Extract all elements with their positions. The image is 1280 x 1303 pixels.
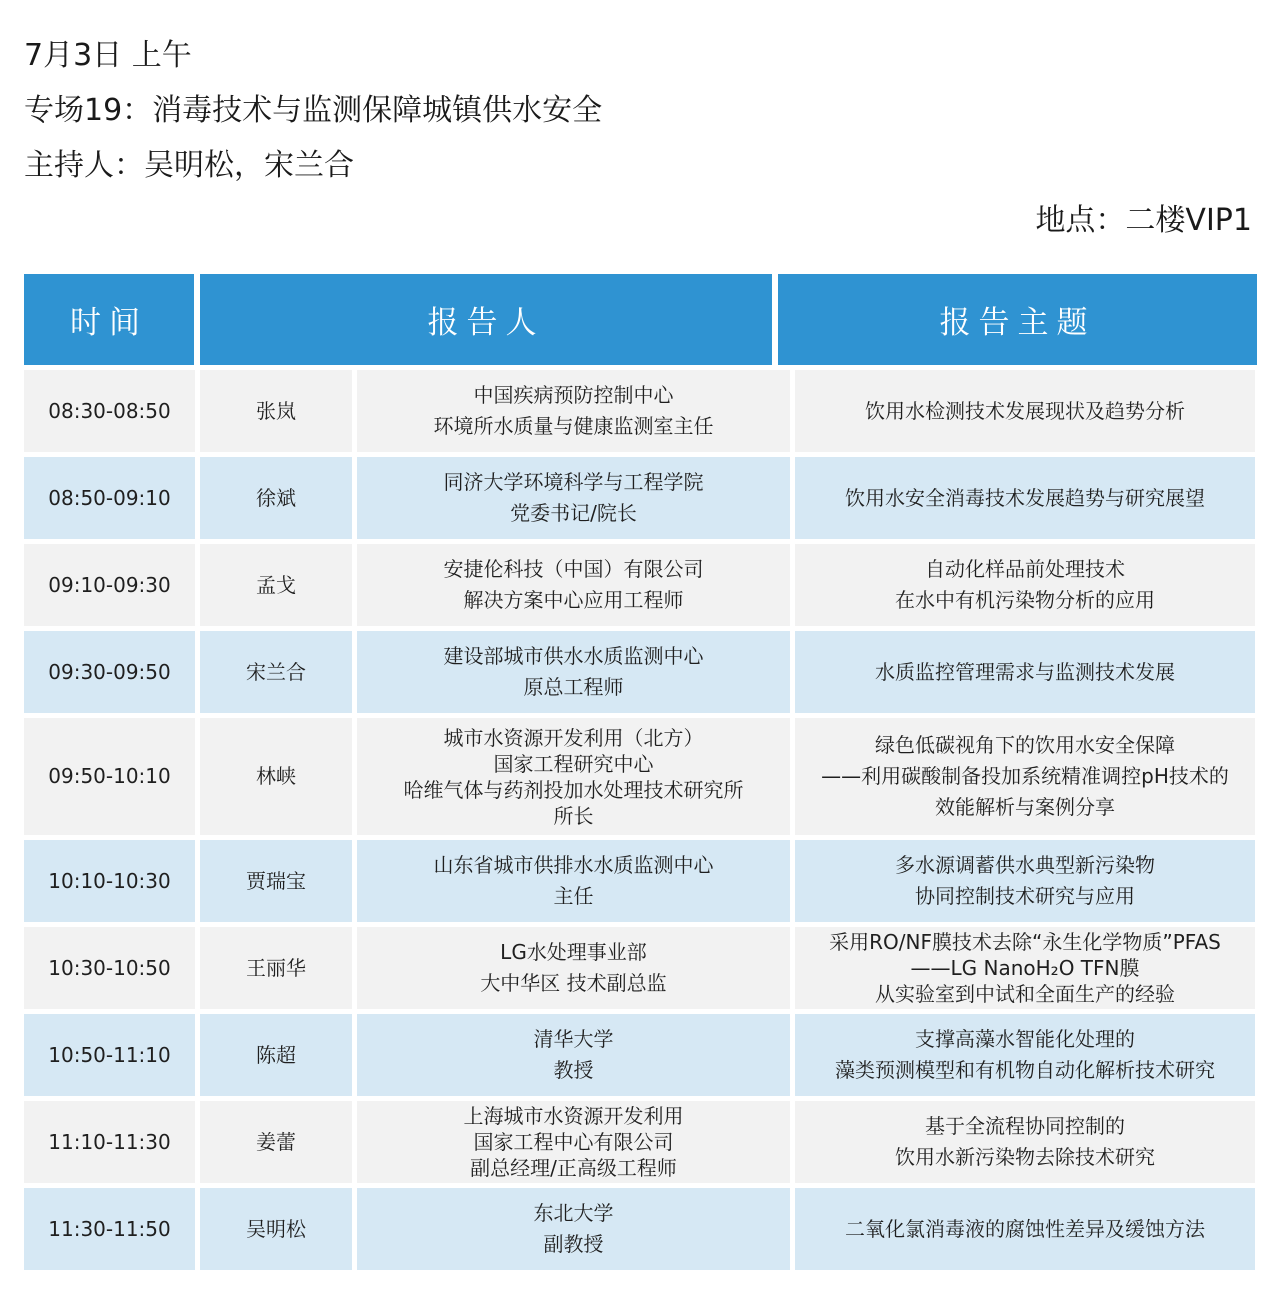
topic-cell [795,718,1255,835]
affiliation-line: 山东省城市供排水水质监测中心 [433,853,714,877]
speaker-name-cell: 宋兰合 [200,631,352,713]
time-cell: 10:30-10:50 [24,927,195,1009]
topic-line: ——LG NanoH₂O TFN膜 [910,956,1140,980]
speaker-name-cell: 姜蕾 [200,1101,352,1183]
topic-cell [795,840,1255,922]
speaker-affiliation-cell [357,718,790,835]
topic-line: 支撑高藻水智能化处理的 [915,1027,1135,1051]
table-row [24,631,1257,713]
affiliation-line: 副教授 [543,1232,604,1256]
affiliation-line: 副总经理/正高级工程师 [470,1156,677,1180]
table-row [24,1014,1257,1096]
table-row [24,1188,1257,1270]
affiliation-line: 安捷伦科技（中国）有限公司 [443,557,704,581]
speaker-affiliation-cell [357,631,790,713]
speaker-affiliation-cell [357,457,790,539]
speaker-affiliation-cell [357,927,790,1009]
topic-line: 从实验室到中试和全面生产的经验 [875,982,1175,1006]
affiliation-line: 中国疾病预防控制中心 [473,383,674,407]
speaker-name-cell: 徐斌 [200,457,352,539]
session-location: 地点：二楼VIP1 [1035,203,1252,238]
affiliation-line: 同济大学环境科学与工程学院 [443,470,704,494]
topic-line: 效能解析与案例分享 [935,795,1115,819]
session-date: 7月3日 上午 [24,38,192,73]
affiliation-line: 上海城市水资源开发利用 [463,1104,684,1128]
topic-cell [795,457,1255,539]
affiliation-line: 原总工程师 [523,675,624,699]
column-header-time: 时间 [24,274,194,365]
topic-line: 协同控制技术研究与应用 [915,884,1135,908]
topic-cell [795,927,1255,1009]
table-row [24,840,1257,922]
affiliation-line: 国家工程研究中心 [493,751,654,776]
affiliation-line: 城市水资源开发利用（北方） [443,725,704,750]
speaker-affiliation-cell [357,544,790,626]
topic-cell [795,1014,1255,1096]
session-title: 专场19：消毒技术与监测保障城镇供水安全 [24,93,603,128]
time-cell: 11:10-11:30 [24,1101,195,1183]
affiliation-line: 所长 [553,803,594,828]
topic-line: 自动化样品前处理技术 [925,557,1125,581]
topic-line: 多水源调蓄供水典型新污染物 [895,853,1155,877]
topic-line: 饮用水检测技术发展现状及趋势分析 [865,398,1185,423]
affiliation-line: 国家工程中心有限公司 [473,1130,674,1154]
speaker-name-cell: 孟戈 [200,544,352,626]
topic-line: 在水中有机污染物分析的应用 [895,588,1155,612]
speaker-name-cell: 林峡 [200,718,352,835]
affiliation-line: 清华大学 [533,1027,614,1051]
topic-line: ——利用碳酸制备投加系统精准调控pH技术的 [821,764,1229,788]
speaker-affiliation-cell [357,840,790,922]
topic-line: 采用RO/NF膜技术去除“永生化学物质”PFAS [829,930,1221,954]
affiliation-line: 解决方案中心应用工程师 [463,588,684,612]
time-cell: 08:50-09:10 [24,457,195,539]
table-row [24,927,1257,1009]
topic-line: 绿色低碳视角下的饮用水安全保障 [875,733,1175,757]
speaker-affiliation-cell [357,1014,790,1096]
time-cell: 09:50-10:10 [24,718,195,835]
speaker-name-cell: 王丽华 [200,927,352,1009]
affiliation-line: 环境所水质量与健康监测室主任 [433,414,714,438]
table-row [24,544,1257,626]
column-header-speaker: 报告人 [200,274,772,365]
affiliation-line: 大中华区 技术副总监 [480,971,667,995]
affiliation-line: 东北大学 [533,1201,614,1225]
time-cell: 10:10-10:30 [24,840,195,922]
time-cell: 10:50-11:10 [24,1014,195,1096]
topic-line: 水质监控管理需求与监测技术发展 [875,659,1175,684]
affiliation-line: 党委书记/院长 [510,501,637,525]
topic-line: 饮用水安全消毒技术发展趋势与研究展望 [845,485,1205,510]
time-cell: 09:10-09:30 [24,544,195,626]
table-row [24,718,1257,835]
topic-cell [795,1101,1255,1183]
speaker-name-cell: 吴明松 [200,1188,352,1270]
speaker-name-cell: 陈超 [200,1014,352,1096]
speaker-name-cell: 贾瑞宝 [200,840,352,922]
time-cell: 11:30-11:50 [24,1188,195,1270]
affiliation-line: 哈维气体与药剂投加水处理技术研究所 [403,777,744,802]
session-hosts: 主持人：吴明松，宋兰合 [24,148,354,183]
affiliation-line: 主任 [553,884,594,908]
speaker-affiliation-cell [357,1188,790,1270]
topic-cell [795,370,1255,452]
table-row [24,457,1257,539]
speaker-affiliation-cell [357,1101,790,1183]
topic-line: 二氧化氯消毒液的腐蚀性差异及缓蚀方法 [845,1216,1205,1241]
time-cell: 09:30-09:50 [24,631,195,713]
topic-line: 藻类预测模型和有机物自动化解析技术研究 [835,1058,1215,1082]
topic-line: 饮用水新污染物去除技术研究 [895,1145,1155,1169]
affiliation-line: 建设部城市供水水质监测中心 [443,644,704,668]
topic-cell [795,631,1255,713]
speaker-name-cell: 张岚 [200,370,352,452]
speaker-affiliation-cell [357,370,790,452]
topic-line: 基于全流程协同控制的 [925,1114,1125,1138]
affiliation-line: 教授 [553,1058,594,1082]
table-row [24,1101,1257,1183]
table-row [24,370,1257,452]
topic-cell [795,544,1255,626]
time-cell: 08:30-08:50 [24,370,195,452]
schedule-table-body [24,370,1257,1275]
topic-cell [795,1188,1255,1270]
column-header-topic: 报告主题 [778,274,1257,365]
affiliation-line: LG水处理事业部 [500,940,647,964]
